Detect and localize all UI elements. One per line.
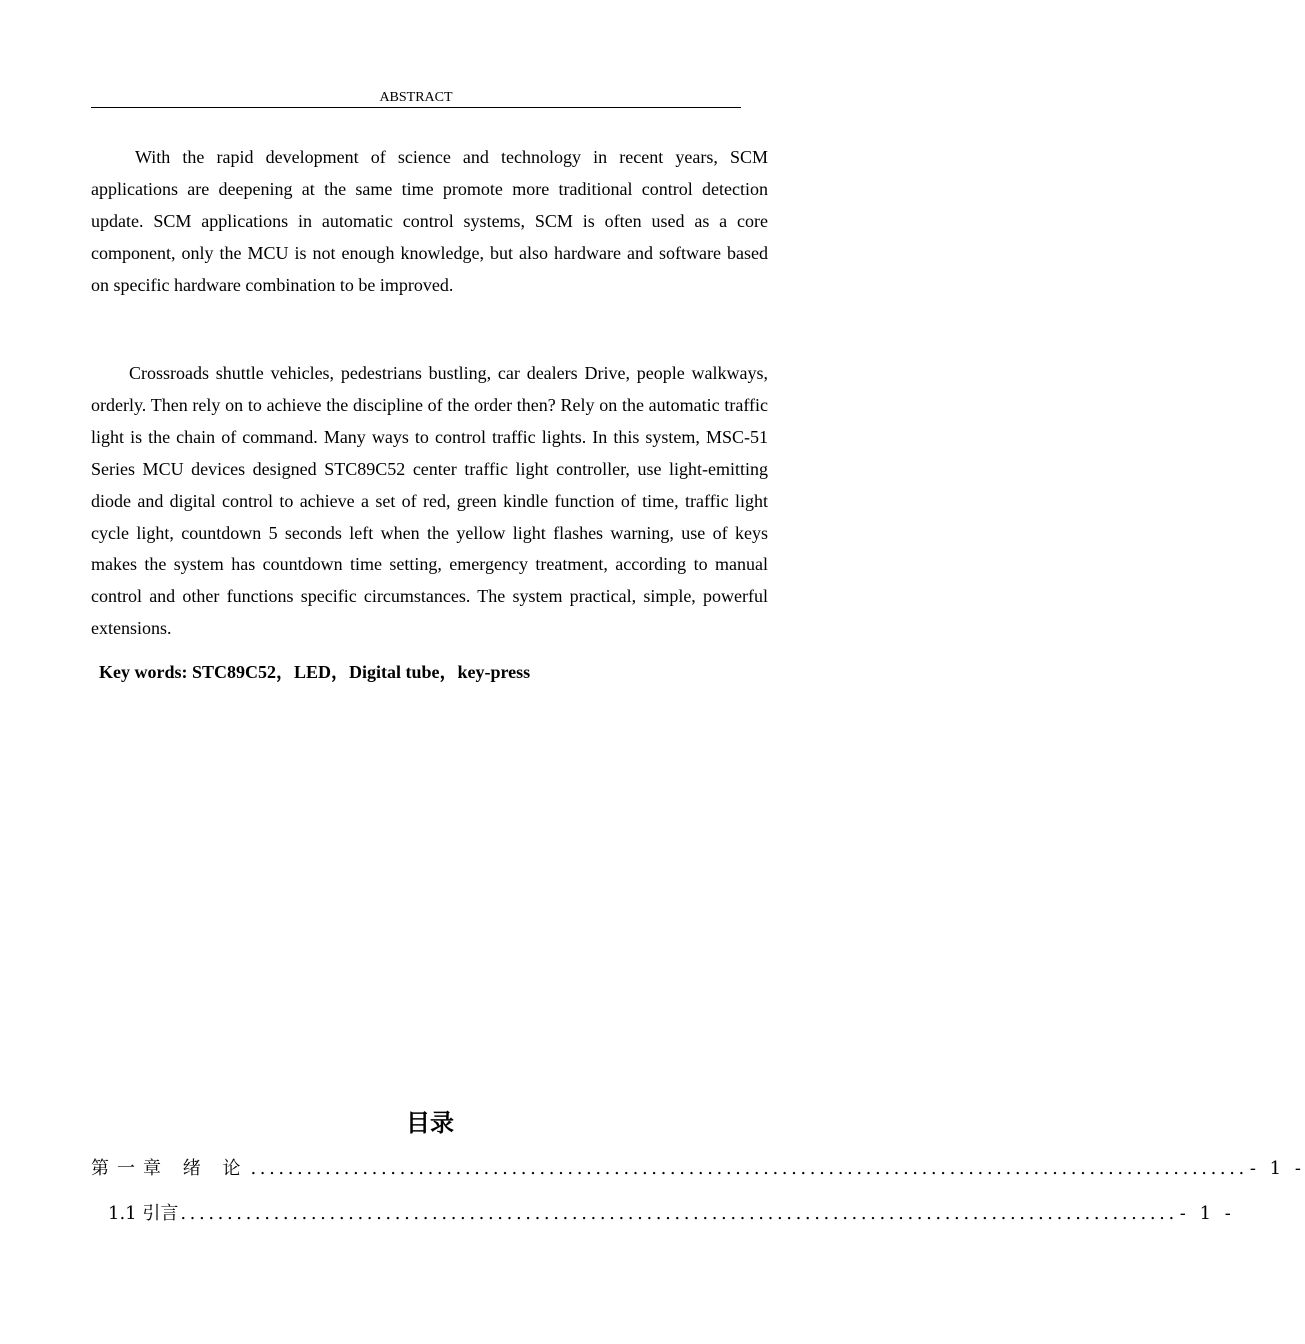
toc-title: 目录	[406, 1109, 454, 1137]
toc-entry-label: 第一章 绪 论	[91, 1158, 249, 1179]
abstract-paragraph-1: With the rapid development of science and technology in recent years, SCM applications are deepening at the same time promote more traditional control detection update. SCM applications in automatic control systems, SCM is often used as a core component, only the MCU is not enough knowledge, but also hardware and software based on specific hardware combination to be improved.	[91, 147, 768, 295]
header-rule	[91, 107, 741, 108]
abstract-paragraph-2: Crossroads shuttle vehicles, pedestrians bustling, car dealers Drive, people walkways, orderly. Then rely on to achieve the discipline of the order then? Rely on the automatic traffic light is the chain of command. Many ways to control traffic lights. In this system, MSC-51 Series MCU devices designed STC89C52 center traffic light controller, use light-emitting diode and digital control to achieve a set of red, green kindle function of time, traffic light cycle light, countdown 5 seconds left when the yellow light flashes warning, use of keys makes the system has countdown time setting, emergency treatment, according to manual control and other functions specific circumstances. The system practical, simple, powerful extensions.	[91, 363, 768, 639]
toc-dot-leader: ...........................................................................................................	[250, 1158, 1248, 1179]
toc-entry-chapter-1[interactable]	[91, 1156, 1305, 1182]
toc-entry-label: 1.1 引言	[108, 1203, 179, 1224]
toc-entry-page: - 1 -	[1249, 1158, 1305, 1179]
toc-entry-page: - 1 -	[1179, 1203, 1235, 1224]
toc-entry-section-1-1[interactable]	[108, 1201, 1235, 1227]
keywords-line: Key words: STC89C52，LED，Digital tube，key-press	[99, 662, 531, 682]
toc-dot-leader: ...........................................................................................................	[180, 1203, 1178, 1224]
page-header-title: ABSTRACT	[379, 90, 453, 105]
